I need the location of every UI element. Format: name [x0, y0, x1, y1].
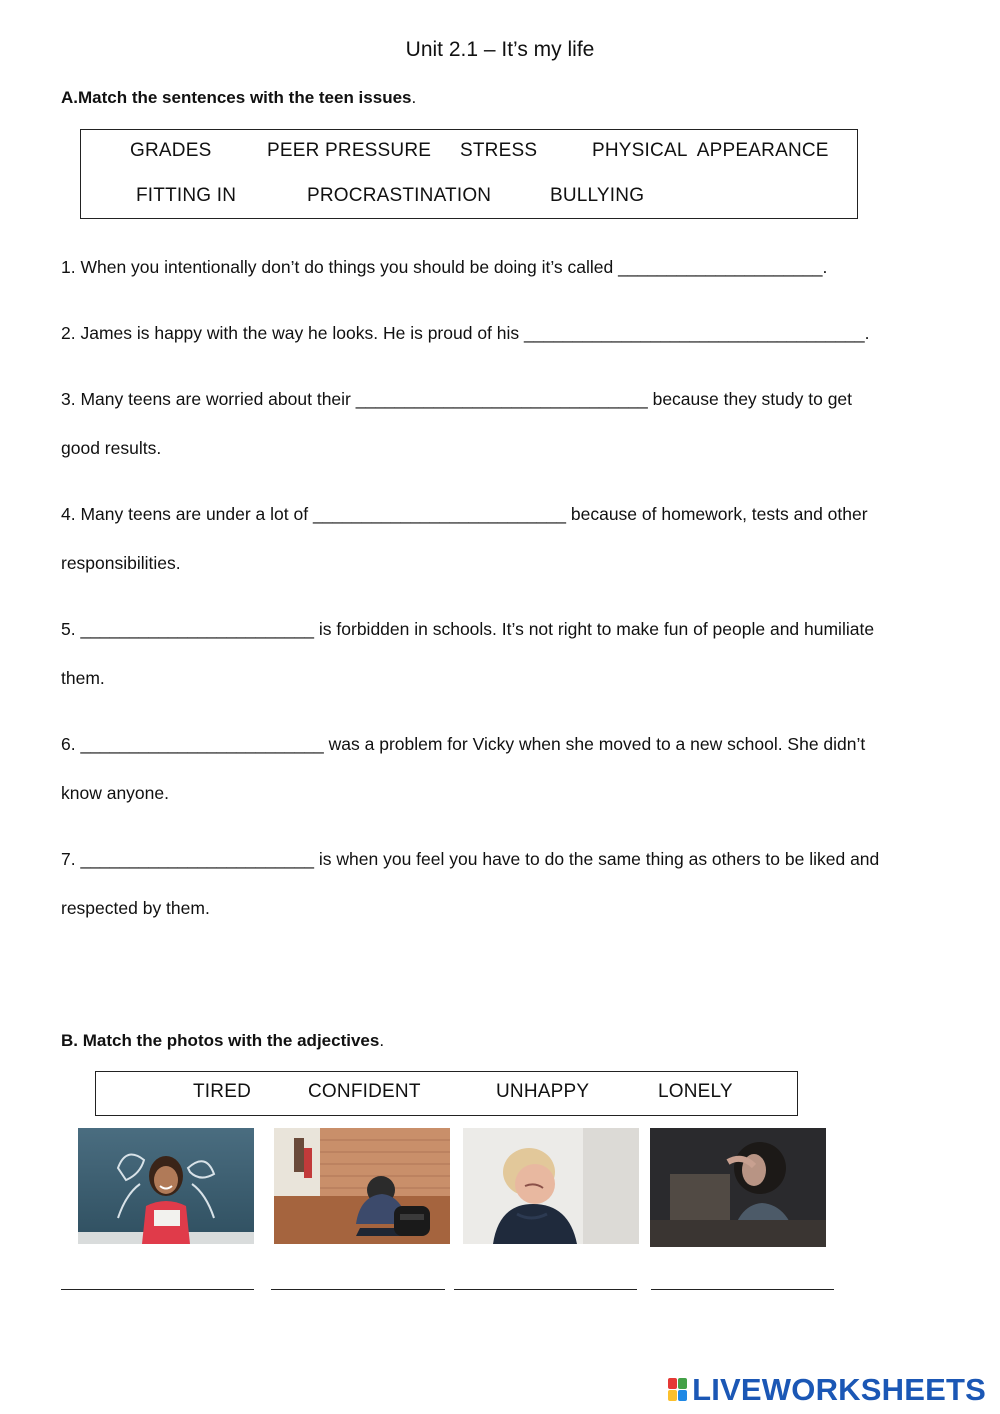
- word-bank-item: CONFIDENT: [308, 1081, 421, 1102]
- section-a-heading: [61, 88, 416, 108]
- page-title: Unit 2.1 – It’s my life: [405, 38, 595, 61]
- word-bank-a: [80, 129, 858, 219]
- logo-text: LIVEWORKSHEETS: [692, 1372, 986, 1407]
- boy-crying-photo: [463, 1128, 639, 1244]
- word-bank-item: FITTING IN: [136, 185, 237, 206]
- section-a-heading-text: A.Match the sentences with the teen issues: [61, 88, 412, 107]
- word-bank-item: UNHAPPY: [496, 1081, 590, 1102]
- word-bank-item: PHYSICAL APPEARANCE: [592, 140, 829, 161]
- sentence-2: 2. James is happy with the way he looks. He is proud of his ___________________________________.: [61, 323, 870, 343]
- sentence-1: 1. When you intentionally don’t do things you should be doing it’s called _____________________.: [61, 257, 828, 277]
- sentence-7-continuation: respected by them.: [61, 898, 210, 918]
- sentence-4: 4. Many teens are under a lot of __________________________ because of homework, tests and other: [61, 504, 868, 524]
- photo-answer-blank[interactable]: [61, 1289, 254, 1290]
- woman-tired-at-laptop-photo: [650, 1128, 826, 1247]
- word-bank-item: PEER PRESSURE: [267, 140, 432, 161]
- photo-answer-blank[interactable]: [271, 1289, 445, 1290]
- section-b-heading: [61, 1031, 384, 1051]
- sentence-3-continuation: good results.: [61, 438, 162, 458]
- word-bank-item: TIRED: [193, 1081, 251, 1102]
- sentence-7: 7. ________________________ is when you feel you have to do the same thing as others to be liked and: [61, 849, 880, 869]
- sentence-3: 3. Many teens are worried about their ______________________________ because they study to get: [61, 389, 853, 409]
- word-bank-item: PROCRASTINATION: [307, 185, 492, 206]
- sentence-6: 6. _________________________ was a problem for Vicky when she moved to a new school. She didn’t: [61, 734, 866, 754]
- word-bank-item: BULLYING: [550, 185, 645, 206]
- section-b-heading-period: .: [379, 1031, 385, 1050]
- photo-answer-blank[interactable]: [651, 1289, 834, 1290]
- sentence-6-continuation: know anyone.: [61, 783, 169, 803]
- sentence-5: 5. ________________________ is forbidden in schools. It’s not right to make fun of people and humiliate: [61, 619, 875, 639]
- sentence-4-continuation: responsibilities.: [61, 553, 181, 573]
- word-bank-b: [95, 1071, 798, 1116]
- word-bank-item: STRESS: [460, 140, 538, 161]
- word-bank-item: LONELY: [658, 1081, 733, 1102]
- liveworksheets-logo: [668, 1374, 986, 1406]
- logo-blocks-icon: [668, 1378, 688, 1402]
- word-bank-item: GRADES: [130, 140, 212, 161]
- sentence-5-continuation: them.: [61, 668, 105, 688]
- girl-confident-photo: [78, 1128, 254, 1244]
- section-a-heading-period: .: [411, 88, 417, 107]
- student-sitting-alone-photo: [274, 1128, 450, 1244]
- photo-answer-blank[interactable]: [454, 1289, 637, 1290]
- section-b-heading-text: B. Match the photos with the adjectives: [61, 1031, 380, 1050]
